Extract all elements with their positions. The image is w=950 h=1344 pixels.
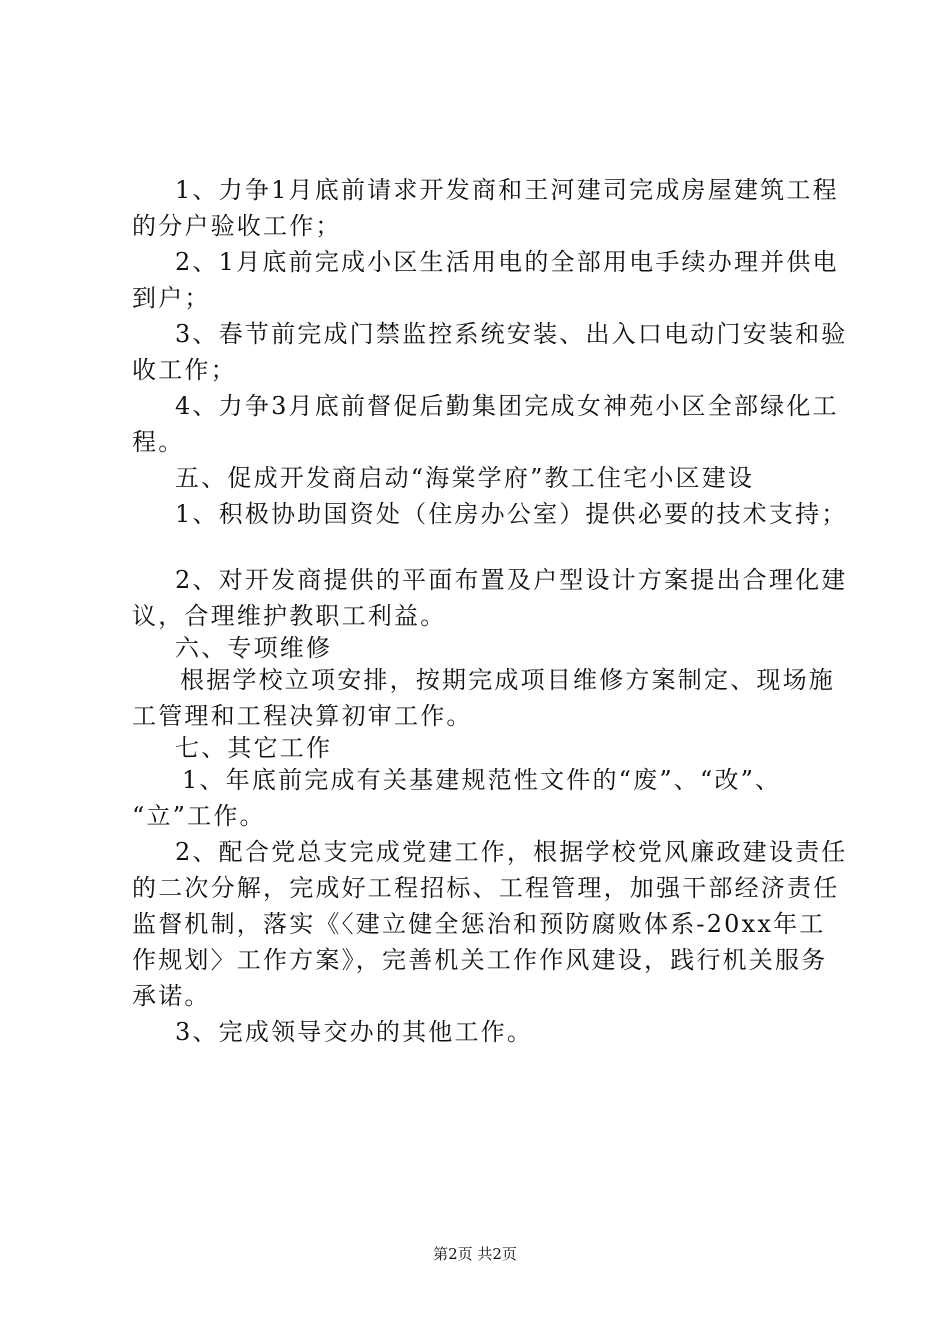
text-line-20: 的二次分解，完成好工程招标、工程管理，加强干部经济责任 (132, 874, 840, 902)
text-line-14: 根据学校立项安排，按期完成项目维修方案制定、现场施 (180, 666, 835, 694)
page-number-footer: 第2页 共2页 (433, 1245, 517, 1263)
section-heading-6: 六、专项维修 (175, 634, 333, 662)
text-line-24: 3、完成领导交办的其他工作。 (175, 1018, 534, 1046)
section-heading-7: 七、其它工作 (175, 734, 333, 762)
text-line-17: 1、年底前完成有关基建规范性文件的“废”、“改”、 (182, 766, 782, 794)
document-body (132, 172, 848, 1050)
text-line-3: 2、1月底前完成小区生活用电的全部用电手续办理并供电 (175, 248, 839, 276)
text-line-4: 到户； (132, 284, 211, 312)
text-line-7: 4、力争3月底前督促后勤集团完成女神苑小区全部绿化工 (175, 392, 839, 420)
text-line-19: 2、配合党总支完成党建工作，根据学校党风廉政建设责任 (175, 838, 848, 866)
text-line-11: 2、对开发商提供的平面布置及户型设计方案提出合理化建 (175, 566, 848, 594)
text-line-23: 承诺。 (132, 982, 211, 1010)
text-line-12: 议，合理维护教职工利益。 (132, 602, 447, 630)
text-line-5: 3、春节前完成门禁监控系统安装、出入口电动门安装和验 (175, 320, 848, 348)
text-line-18: “立”工作。 (132, 802, 266, 830)
text-line-21: 监督机制，落实《〈建立健全惩治和预防腐败体系-20xx年工 (132, 910, 826, 938)
text-line-22: 作规划〉工作方案》，完善机关工作作风建设，践行机关服务 (132, 946, 828, 974)
text-line-10: 1、积极协助国资处（住房办公室）提供必要的技术支持； (175, 500, 848, 528)
text-line-6: 收工作； (132, 356, 237, 384)
text-line-2: 的分户验收工作； (132, 212, 342, 240)
section-heading-5: 五、促成开发商启动“海棠学府”教工住宅小区建设 (175, 464, 755, 492)
text-line-1: 1、力争1月底前请求开发商和王河建司完成房屋建筑工程 (175, 176, 839, 204)
text-line-15: 工管理和工程决算初审工作。 (132, 702, 473, 730)
text-line-8: 程。 (132, 428, 185, 456)
